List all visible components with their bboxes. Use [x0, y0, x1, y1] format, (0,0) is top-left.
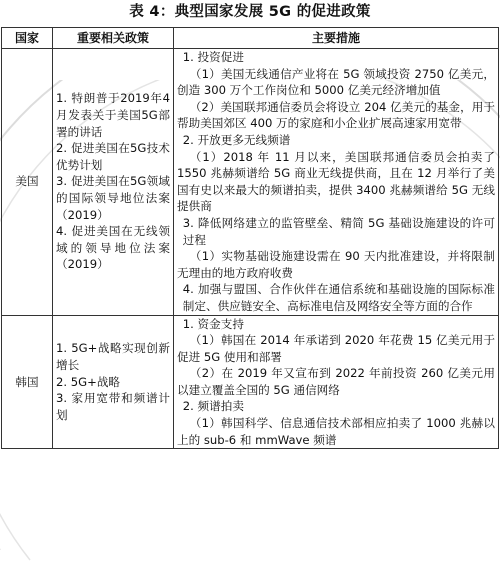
measure-item: （1）韩国科学、信息通信技术部相应拍卖了 1000 兆赫以上的 sub-6 和 mmWave 频谱	[177, 416, 495, 447]
header-policies: 重要相关政策	[53, 28, 174, 49]
measure-item: （1）美国无线通信产业将在 5G 领域投资 2750 亿美元，创造 300 万个工作岗位和 5000 亿美元经济增加值	[177, 66, 495, 98]
table-header-row	[2, 28, 499, 49]
table-title: 表 4：典型国家发展 5G 的促进政策	[129, 4, 371, 20]
measure-item: （1）2018 年 11 月以来，美国联邦通信委员会拍卖了 1550 兆赫频谱给 5G 商业无线提供商，且在 12 月举行了美国有史以来最大的频谱拍卖，提供 3400 兆赫频谱给 5G 无线提供商	[177, 149, 495, 214]
policies-cell	[53, 315, 174, 449]
measure-heading: 3. 降低网络建立的监管壁垒、精简 5G 基础设施建设的许可过程	[182, 215, 495, 247]
measure-heading: 4. 加强与盟国、合作伙伴在通信系统和基础设施的国际标准制定、供应链安全、高标准电信及网络安全等方面的合作	[182, 282, 495, 313]
policy-item: 4. 促进美国在无线领域的领导地位法案（2019）	[56, 224, 170, 272]
policy-item: 2. 促进美国在5G技术优势计划	[56, 141, 170, 172]
header-country: 国家	[2, 28, 53, 49]
policy-item: 3. 家用宽带和频谱计划	[56, 391, 170, 422]
policy-item: 1. 5G+战略实现创新增长	[56, 341, 170, 372]
policy-item: 1. 特朗普于2019年4月发表关于美国5G部署的讲话	[56, 91, 170, 139]
measure-item: （2）在 2019 年又宣布到 2022 年前投资 260 亿美元用以建立覆盖全国的 5G 通信网络	[177, 366, 495, 397]
measure-heading: 1. 投资促进	[182, 50, 244, 64]
measures-cell	[174, 315, 499, 449]
measure-item: （1）实物基础设施建设需在 90 天内批准建设，并将限制无理由的地方政府收费	[177, 249, 495, 280]
measure-heading: 2. 开放更多无线频谱	[182, 132, 291, 147]
table-row	[2, 49, 499, 316]
header-measures: 主要措施	[174, 28, 499, 49]
table-row	[2, 315, 499, 449]
policies-cell	[53, 49, 174, 316]
measure-heading: 1. 资金支持	[182, 316, 244, 331]
measure-item: （2）美国联邦通信委员会将设立 204 亿美元的基金，用于帮助美国郊区 400 万的家庭和小企业扩展高速家用宽带	[177, 99, 495, 131]
measures-cell	[174, 49, 499, 316]
measure-item: （1）韩国在 2014 年承诺到 2020 年花费 15 亿美元用于促进 5G 使用和部署	[177, 333, 495, 364]
country-cell: 美国	[2, 49, 53, 316]
policy-table	[1, 27, 499, 449]
measure-heading: 2. 频谱拍卖	[182, 399, 244, 414]
policy-item: 2. 5G+战略	[56, 374, 121, 389]
policy-item: 3. 促进美国在5G领域的国际领导地位法案（2019）	[56, 174, 170, 222]
country-cell: 韩国	[2, 315, 53, 449]
